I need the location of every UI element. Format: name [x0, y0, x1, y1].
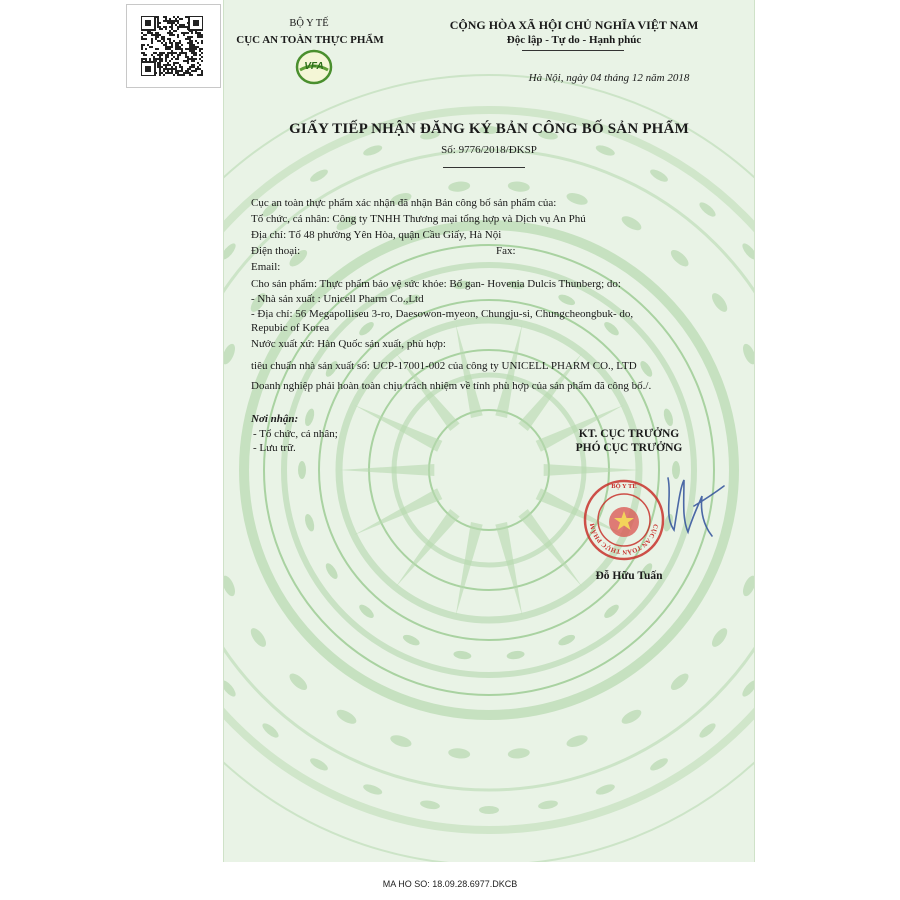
body-intro: Cục an toàn thực phẩm xác nhận đã nhận Bản công bố sản phẩm của: — [251, 197, 557, 209]
body-responsibility: Doanh nghiệp phải hoàn toàn chịu trách nhiệm về tính phù hợp của sản phẩm đã công bố./. — [251, 380, 652, 392]
vfa-logo — [295, 48, 333, 86]
seal-top-text: BỘ Y TẾ — [611, 483, 637, 490]
body-manufacturer-address: - Địa chỉ: 56 Megapolliseu 3-ro, Daesowon-myeon, Chungju-si, Chungcheongbuk- do, — [251, 308, 634, 320]
body-product: Cho sản phẩm: Thực phẩm bảo vệ sức khỏe: Bổ gan- Hovenia Dulcis Thunberg; do: — [251, 278, 621, 290]
body-organization: Tổ chức, cá nhân: Công ty TNHH Thương mại tổng hợp và Dịch vụ An Phú — [251, 213, 586, 225]
certificate-document — [223, 0, 755, 862]
dossier-code: MA HO SO: 18.09.28.6977.DKCB — [382, 879, 518, 889]
recipient-item: - Tổ chức, cá nhân; — [253, 428, 338, 440]
body-standard: tiêu chuẩn nhà sản xuất số: UCP-17001-002 của công ty UNICELL PHARM CO., LTD — [251, 360, 637, 372]
ministry-name: BỘ Y TẾ — [289, 18, 329, 29]
nation-name: CỘNG HÒA XÃ HỘI CHỦ NGHĨA VIỆT NAM — [449, 18, 699, 32]
document-title: GIẤY TIẾP NHẬN ĐĂNG KÝ BẢN CÔNG BỐ SẢN PHẨM — [289, 121, 689, 137]
signer-role-secondary: PHÓ CỤC TRƯỞNG — [575, 442, 683, 454]
body-fax-label: Fax: — [496, 245, 516, 257]
seal-ring-text: CỤC AN TOÀN THỰC PHẨM — [589, 522, 659, 556]
place-date: Hà Nội, ngày 04 tháng 12 năm 2018 — [528, 72, 690, 84]
recipients-heading: Nơi nhận: — [251, 413, 299, 425]
body-phone-label: Điện thoại: — [251, 245, 301, 257]
signer-role-primary: KT. CỤC TRƯỞNG — [578, 428, 680, 440]
national-motto: Độc lập - Tự do - Hạnh phúc — [506, 34, 642, 46]
vfa-logo-text: VFA — [304, 61, 324, 72]
title-underline — [443, 167, 525, 168]
handwritten-signature — [654, 466, 734, 546]
recipient-item: - Lưu trữ. — [253, 442, 296, 454]
body-origin: Nước xuất xứ: Hàn Quốc sản xuất, phù hợp: — [251, 338, 446, 350]
body-address: Địa chỉ: Tổ 48 phường Yên Hòa, quận Cầu Giấy, Hà Nội — [251, 229, 502, 241]
qr-code — [126, 4, 221, 88]
document-number: Số: 9776/2018/ĐKSP — [441, 144, 537, 156]
body-manufacturer: - Nhà sản xuất : Unicell Pharm Co.,Ltd — [251, 293, 424, 305]
qr-code-icon — [141, 16, 203, 76]
body-manufacturer-country: Repubic of Korea — [251, 322, 330, 334]
motto-underline — [522, 50, 624, 51]
body-email-label: Email: — [251, 261, 281, 273]
agency-name: CỤC AN TOÀN THỰC PHẨM — [236, 34, 384, 46]
signer-name: Đỗ Hữu Tuấn — [595, 570, 663, 582]
